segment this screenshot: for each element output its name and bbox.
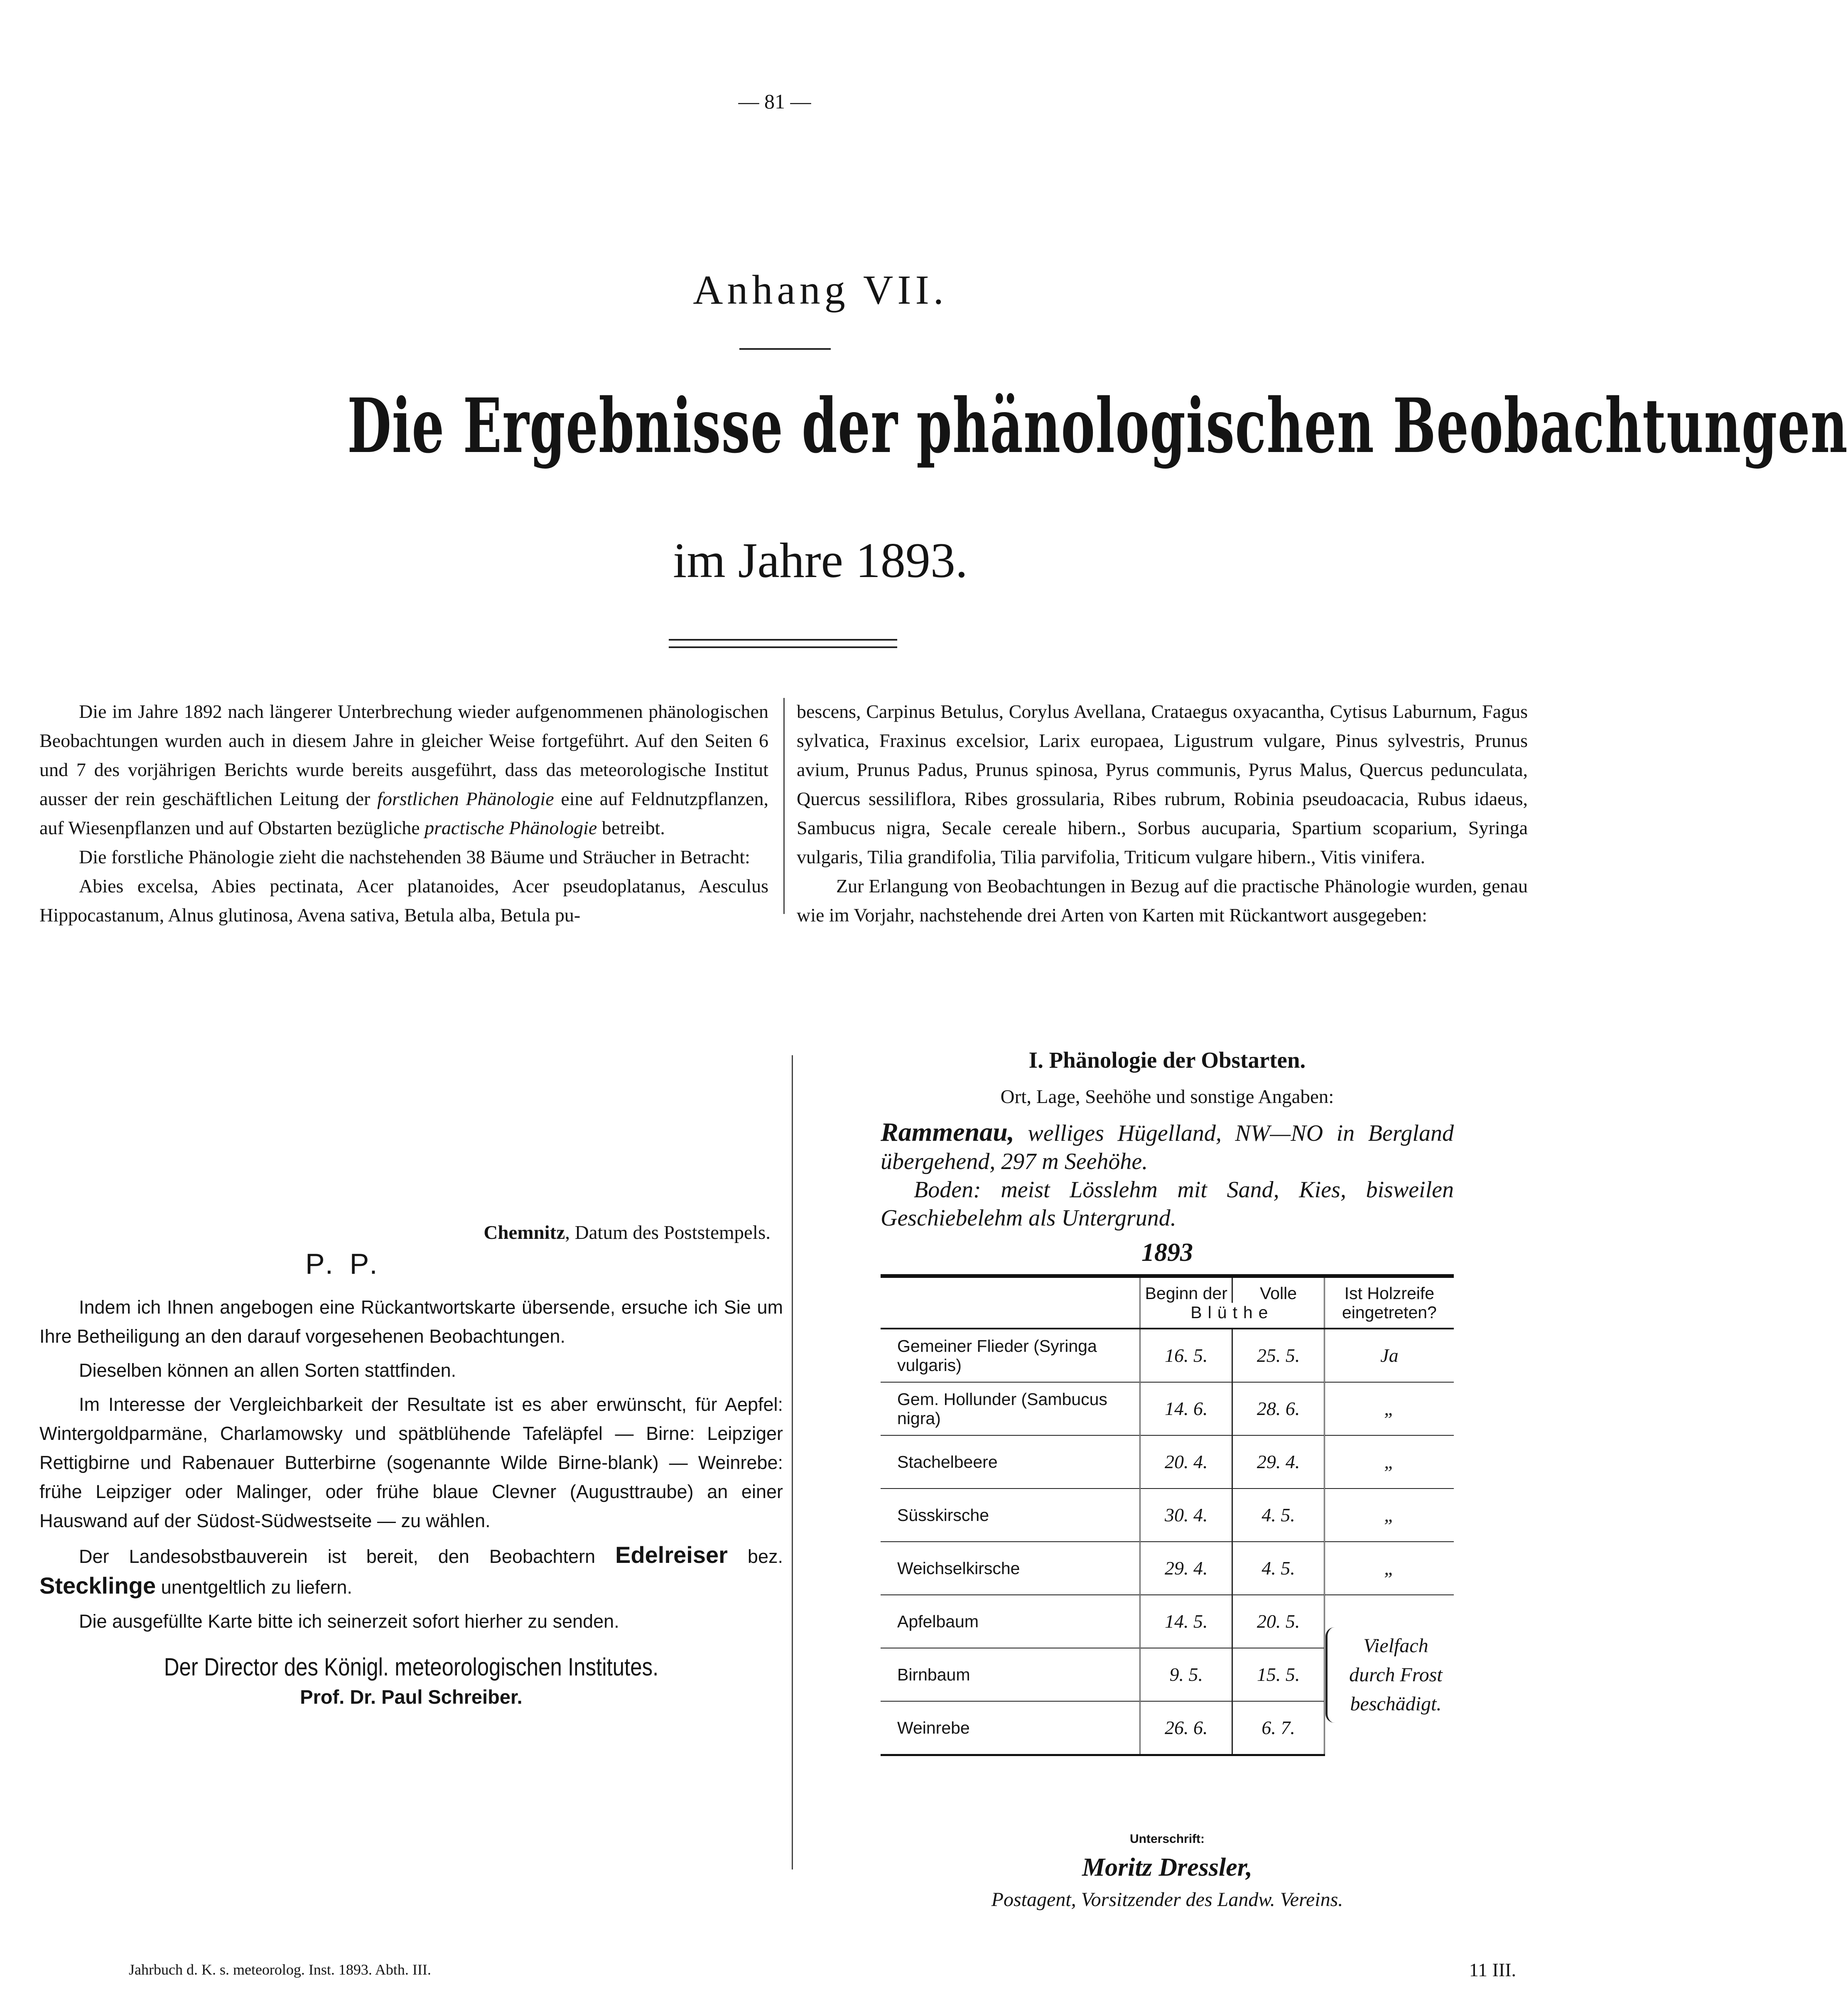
letter-place-date — [39, 1221, 783, 1244]
location-description — [881, 1118, 1454, 1232]
letter-paragraph: Die ausgefüllte Karte bitte ich seinerzeit sofort hierher zu senden. — [79, 1611, 619, 1632]
letter-body — [39, 1293, 783, 1636]
bloom-full: 6. 7. — [1232, 1701, 1324, 1755]
card-title: I. Phänologie der Obstarten. — [1028, 1047, 1306, 1073]
full-column-header: Volle — [1232, 1276, 1324, 1303]
location-name: Rammenau, — [881, 1117, 1014, 1147]
begin-column-header: Beginn der — [1140, 1276, 1232, 1303]
card-subtitle: Ort, Lage, Seehöhe und sonstige Angaben: — [1000, 1086, 1334, 1108]
bloom-group-header: Blüthe — [1140, 1303, 1324, 1329]
signature-label: Unterschrift: — [1129, 1832, 1205, 1846]
bloom-full: 15. 5. — [1232, 1648, 1324, 1701]
page-number: — 81 — — [738, 90, 811, 113]
table-row — [881, 1435, 1454, 1489]
wood-maturity: „ — [1324, 1542, 1454, 1595]
table-row — [881, 1542, 1454, 1595]
letter-date-note: , Datum des Poststempels. — [565, 1222, 771, 1243]
bloom-full: 28. 6. — [1232, 1382, 1324, 1435]
plant-name: Gemeiner Flieder (Syringa vulgaris) — [881, 1329, 1140, 1382]
soil-line: Boden: meist Lösslehm mit Sand, Kies, bisweilen Geschiebelehm als Untergrund. — [881, 1177, 1454, 1231]
bloom-begin: 9. 5. — [1140, 1648, 1232, 1701]
plant-name: Stachelbeere — [881, 1435, 1140, 1489]
table-row — [881, 1329, 1454, 1382]
page-subtitle: im Jahre 1893. — [673, 533, 968, 588]
observation-card — [881, 1047, 1454, 1756]
letter-paragraph — [39, 1540, 783, 1602]
wood-maturity: „ — [1324, 1382, 1454, 1435]
species-list-continued: bescens, Carpinus Betulus, Corylus Avellana, Crataegus oxyacantha, Cytisus Laburnum, Fagus sylvatica, Fraxinus excelsior, Larix europaea, Ligustrum vulgare, Pinus sylvestris, Prunus avium, Prunus Padus, Prunus spinosa, Pyrus communis, Pyrus Malus, Quercus pedunculata, Quercus sessiliflora, Ribes grossularia, Ribes rubrum, Robinia pseudoacacia, Rubus idaeus, Sambucus nigra, Secale cereale hibern., Sorbus aucuparia, Spartium scoparium, Syringa vulgaris, Tilia grandifolia, Tilia parvifolia, Triticum vulgare hibern., Vitis vinifera. — [797, 701, 1528, 867]
bloom-begin: 14. 5. — [1140, 1595, 1232, 1648]
letter-sender-title: Der Director des Königl. meteorologischen Institutes. — [164, 1653, 659, 1681]
letter-sender-name: Prof. Dr. Paul Schreiber. — [300, 1686, 523, 1708]
wood-maturity-column-header: Ist Holzreife eingetreten? — [1324, 1276, 1454, 1329]
column-divider — [783, 698, 785, 914]
wood-maturity: Ja — [1324, 1329, 1454, 1382]
letter-emphasis: Stecklinge — [39, 1572, 156, 1599]
table-row — [881, 1489, 1454, 1542]
frost-damage-bracket: Vielfach durch Frost beschädigt. — [1325, 1627, 1453, 1723]
plant-name: Weichselkirsche — [881, 1542, 1140, 1595]
letter-text: bez. — [747, 1546, 783, 1567]
bloom-full: 20. 5. — [1232, 1595, 1324, 1648]
intro-emphasis: forstlichen Phänologie — [377, 788, 554, 809]
letter-paragraph: Indem ich Ihnen angebogen eine Rückantwortskarte übersende, ersuche ich Sie um Ihre Betheiligung an den darauf vorgesehenen Beobachtungen. — [39, 1297, 783, 1347]
page-title: Die Ergebnisse der phänologischen Beobachtungen — [347, 382, 1848, 470]
wood-maturity: „ — [1324, 1435, 1454, 1489]
signer-name: Moritz Dressler, — [1082, 1853, 1252, 1882]
plant-column-header-lower — [881, 1303, 1140, 1329]
footer-publication: Jahrbuch d. K. s. meteorolog. Inst. 1893. Abth. III. — [129, 1961, 431, 1978]
letter-emphasis: Edelreiser — [615, 1542, 728, 1568]
intro-paragraph-1 — [39, 697, 768, 843]
intro-emphasis: practische Phänologie — [425, 817, 597, 838]
footer-signature-mark: 11 III. — [1469, 1959, 1516, 1980]
species-list-start: Abies excelsa, Abies pectinata, Acer platanoides, Acer pseudoplatanus, Aesculus Hippocastanum, Alnus glutinosa, Avena sativa, Betula alba, Betula pu- — [39, 875, 768, 926]
bloom-begin: 26. 6. — [1140, 1701, 1232, 1755]
wood-maturity: „ — [1324, 1489, 1454, 1542]
title-rule — [739, 348, 831, 350]
double-rule-divider — [669, 639, 897, 648]
bloom-begin: 30. 4. — [1140, 1489, 1232, 1542]
bloom-begin: 29. 4. — [1140, 1542, 1232, 1595]
appendix-heading: Anhang VII. — [693, 267, 948, 313]
letter-text: unentgeltlich zu liefern. — [161, 1577, 352, 1598]
bloom-begin: 14. 6. — [1140, 1382, 1232, 1435]
letter-place: Chemnitz — [483, 1222, 565, 1243]
circular-letter — [39, 1221, 783, 1708]
column-divider — [792, 1055, 793, 1869]
intro-paragraph-4: Zur Erlangung von Beobachtungen in Bezug auf die practische Phänologie wurden, genau wie im Vorjahr, nachstehende drei Arten von Karten mit Rückantwort ausgegeben: — [797, 875, 1528, 926]
frost-damage-note — [1324, 1595, 1454, 1755]
letter-text: Der Landesobstbauverein ist bereit, den Beobachtern — [79, 1546, 596, 1567]
plant-name: Birnbaum — [881, 1648, 1140, 1701]
letter-paragraph: Dieselben können an allen Sorten stattfinden. — [79, 1360, 456, 1381]
intro-paragraph-2: Die forstliche Phänologie zieht die nachstehenden 38 Bäume und Sträucher in Betracht: — [79, 846, 750, 867]
intro-text: Die im Jahre 1892 nach längerer Unterbrechung wieder aufgenommenen phänologischen Beobachtungen wurden auch in diesem Jahre in gleicher Weise fortgeführt. Auf den Seiten 6 und 7 des vorjährigen Berichts wurde bereits ausgeführt, dass das meteorologische Institut ausser der rein geschäftlichen Leitung der — [39, 701, 768, 809]
intro-text: betreibt. — [601, 817, 665, 838]
table-row — [881, 1595, 1454, 1648]
bloom-full: 4. 5. — [1232, 1489, 1324, 1542]
bloom-full: 4. 5. — [1232, 1542, 1324, 1595]
card-year: 1893 — [1141, 1238, 1193, 1267]
table-row — [881, 1382, 1454, 1435]
plant-name: Weinrebe — [881, 1701, 1140, 1755]
intro-left-column — [39, 697, 768, 930]
bloom-full: 29. 4. — [1232, 1435, 1324, 1489]
intro-right-column — [797, 697, 1528, 930]
signer-role: Postagent, Vorsitzender des Landw. Vereins. — [991, 1889, 1343, 1911]
phenology-table — [881, 1274, 1454, 1756]
intro-text: eine auf Feldnutzpflanzen, auf Wiesenpflanzen und auf Obstarten bezügliche — [39, 788, 768, 838]
plant-name: Süsskirsche — [881, 1489, 1140, 1542]
bloom-full: 25. 5. — [1232, 1329, 1324, 1382]
letter-paragraph: Im Interesse der Vergleichbarkeit der Resultate ist es aber erwünscht, für Aepfel: Wintergoldparmäne, Charlamowsky und spätblühende Tafeläpfel — Birne: Leipziger Rettigbirne und Rabenauer Butterbirne (sogenannte Wilde Birne-blank) — Weinrebe: frühe Leipziger oder Malinger, oder frühe blaue Clevner (Augusttraube) an einer Hauswand auf der Südost-Südwestseite — zu wählen. — [39, 1394, 783, 1531]
letter-salutation: P. P. — [305, 1248, 382, 1280]
location-line — [881, 1118, 1454, 1176]
plant-name: Apfelbaum — [881, 1595, 1140, 1648]
plant-column-header — [881, 1276, 1140, 1303]
plant-name: Gem. Hollunder (Sambucus nigra) — [881, 1382, 1140, 1435]
location-detail: welliges Hügelland, NW—NO in Bergland übergehend, 297 m Seehöhe. — [881, 1120, 1454, 1174]
bloom-begin: 20. 4. — [1140, 1435, 1232, 1489]
bloom-begin: 16. 5. — [1140, 1329, 1232, 1382]
table-header-row — [881, 1276, 1454, 1303]
